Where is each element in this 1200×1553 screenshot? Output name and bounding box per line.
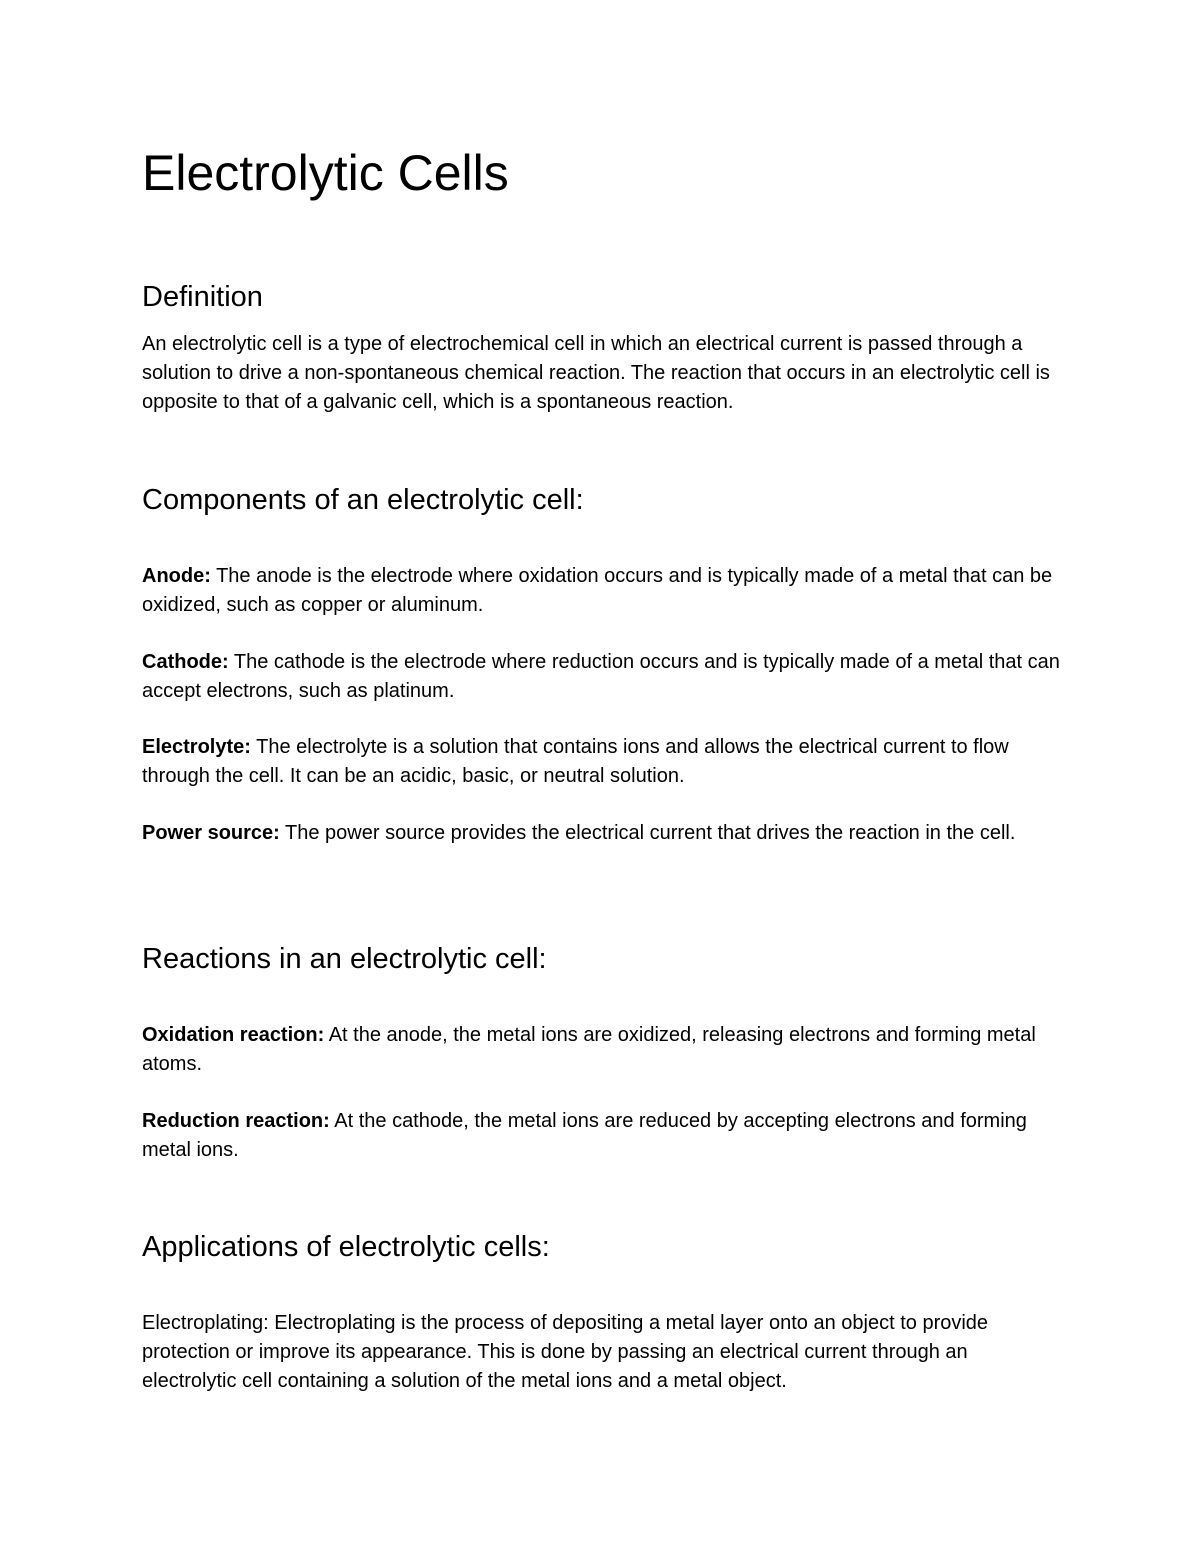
component-power-source [142, 819, 1062, 848]
component-anode [142, 562, 1062, 620]
reaction-description: At the cathode, the metal ions are reduced by accepting electrons and forming metal ions. [142, 1110, 1027, 1161]
reaction-term: Oxidation reaction: [142, 1024, 325, 1046]
reaction-reduction [142, 1107, 1062, 1165]
component-term: Electrolyte: [142, 736, 251, 758]
reaction-description: At the anode, the metal ions are oxidized, releasing electrons and forming metal atoms. [142, 1024, 1036, 1075]
component-description: The anode is the electrode where oxidation occurs and is typically made of a metal that can be oxidized, such as copper or aluminum. [142, 565, 1053, 616]
component-term: Anode: [142, 565, 211, 587]
reaction-oxidation [142, 1021, 1062, 1079]
component-cathode [142, 648, 1062, 706]
component-description: The cathode is the electrode where reduction occurs and is typically made of a metal that can accept electrons, such as platinum. [142, 651, 1060, 702]
component-description: The electrolyte is a solution that contains ions and allows the electrical current to flow through the cell. It can be an acidic, basic, or neutral solution. [142, 736, 1009, 787]
document-title: Electrolytic Cells [142, 145, 509, 201]
applications-paragraph: Electroplating: Electroplating is the process of depositing a metal layer onto an object to provide protection or improve its appearance. This is done by passing an electrical current through an electrolytic cell containing a solution of the metal ions and a metal object. [142, 1312, 989, 1392]
reactions-heading: Reactions in an electrolytic cell: [142, 943, 547, 975]
definition-heading: Definition [142, 281, 263, 313]
component-term: Power source: [142, 822, 280, 844]
component-term: Cathode: [142, 651, 229, 673]
component-electrolyte [142, 733, 1062, 791]
components-heading: Components of an electrolytic cell: [142, 484, 584, 516]
component-description: The power source provides the electrical current that drives the reaction in the cell. [285, 822, 1016, 844]
applications-heading: Applications of electrolytic cells: [142, 1231, 550, 1263]
definition-paragraph: An electrolytic cell is a type of electrochemical cell in which an electrical current is passed through a solution to drive a non-spontaneous chemical reaction. The reaction that occurs in an electrolytic cell is opposite to that of a galvanic cell, which is a spontaneous reaction. [142, 333, 1050, 413]
reaction-term: Reduction reaction: [142, 1110, 330, 1132]
